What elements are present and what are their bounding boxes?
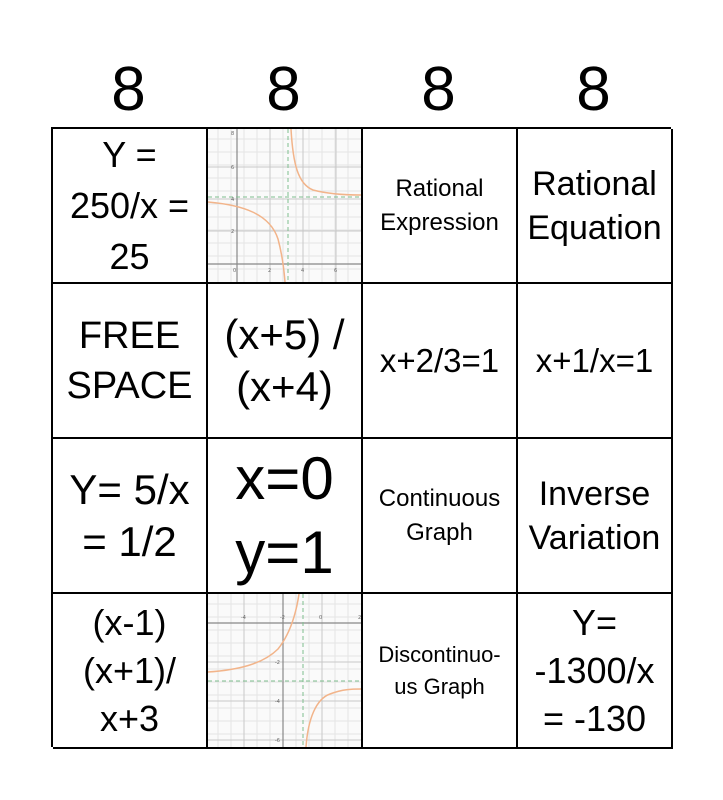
bingo-cell[interactable]: [53, 439, 208, 594]
bingo-cell[interactable]: [363, 439, 518, 594]
cell-text: FREE SPACE: [66, 314, 193, 407]
cell-text: Rational Expression: [380, 174, 499, 236]
x-tick-label: 2: [268, 268, 272, 274]
x-tick-label: 0: [319, 615, 323, 621]
bingo-cell[interactable]: [518, 129, 673, 284]
y-tick-label: 6: [231, 165, 235, 171]
bingo-cell[interactable]: [208, 284, 363, 439]
cell-text: Discontinuo- us Graph: [378, 641, 501, 699]
cell-text: x+2/3=1: [379, 342, 500, 379]
bingo-grid: [51, 127, 671, 747]
cell-text: (x-1) (x+1)/ x+3: [82, 601, 177, 739]
rational-graph-image-1: [208, 129, 361, 282]
cell-text: Inverse Variation: [528, 474, 661, 557]
bingo-cell[interactable]: [208, 439, 363, 594]
cell-text: Continuous Graph: [378, 484, 501, 546]
bingo-cell[interactable]: [363, 129, 518, 284]
y-tick-label: -6: [275, 738, 280, 744]
column-headers: [51, 52, 671, 128]
cell-text: Rational Equation: [527, 164, 662, 247]
cell-text: Y = 250/x = 25: [69, 134, 190, 277]
x-tick-label: -4: [241, 615, 246, 621]
cell-text: x+1/x=1: [535, 342, 654, 379]
bingo-cell-graph-1[interactable]: [208, 129, 363, 284]
bingo-cell-free-space[interactable]: [53, 284, 208, 439]
y-tick-label: 8: [231, 131, 235, 137]
x-tick-label: 2: [358, 615, 361, 621]
column-header: 8: [111, 55, 146, 124]
cell-text: Y= -1300/x = -130: [534, 601, 655, 739]
column-header: 8: [576, 55, 611, 124]
cell-text: x=0 y=1: [235, 444, 334, 586]
x-tick-label: -2: [280, 615, 285, 621]
x-tick-label: 4: [301, 268, 305, 274]
bingo-cell[interactable]: [518, 439, 673, 594]
bingo-cell[interactable]: [518, 284, 673, 439]
bingo-cell[interactable]: [53, 129, 208, 284]
bingo-cell-graph-2[interactable]: [208, 594, 363, 749]
y-tick-label: -4: [275, 699, 280, 705]
y-tick-label: 4: [231, 197, 235, 203]
x-tick-label: 6: [334, 268, 338, 274]
cell-text: Y= 5/x = 1/2: [69, 465, 190, 565]
y-tick-label: -2: [275, 660, 280, 666]
x-tick-label: 0: [233, 268, 237, 274]
rational-graph-image-2: [208, 594, 361, 747]
bingo-cell[interactable]: [363, 594, 518, 749]
y-tick-label: 2: [231, 229, 235, 235]
cell-text: (x+5) / (x+4): [224, 310, 345, 410]
bingo-cell[interactable]: [363, 284, 518, 439]
bingo-cell[interactable]: [518, 594, 673, 749]
column-header: 8: [421, 55, 456, 124]
column-header: 8: [266, 55, 301, 124]
bingo-cell[interactable]: [53, 594, 208, 749]
